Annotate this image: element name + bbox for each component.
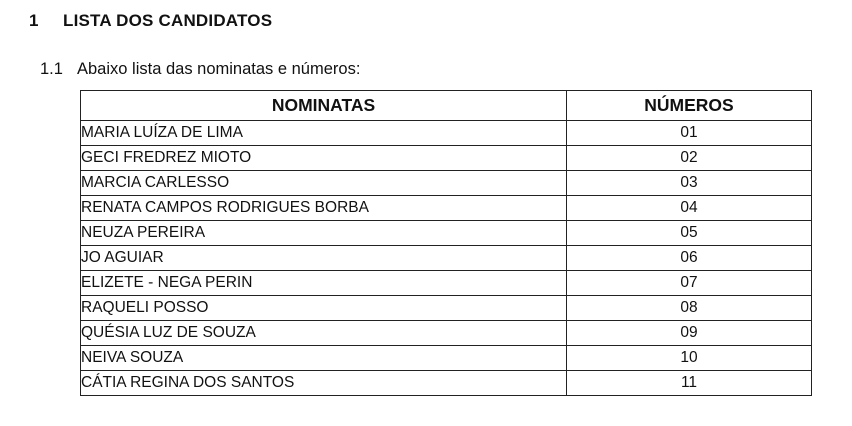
table-row <box>81 196 812 221</box>
table-row <box>81 221 812 246</box>
section-title: LISTA DOS CANDIDATOS <box>63 11 273 30</box>
candidate-name: RENATA CAMPOS RODRIGUES BORBA <box>81 196 567 221</box>
candidate-name: NEUZA PEREIRA <box>81 221 567 246</box>
table-row <box>81 321 812 346</box>
candidate-name: NEIVA SOUZA <box>81 346 567 371</box>
subsection-intro <box>40 60 360 79</box>
candidate-number: 10 <box>567 346 812 371</box>
candidate-name: MARCIA CARLESSO <box>81 171 567 196</box>
candidate-name: JO AGUIAR <box>81 246 567 271</box>
subsection-number: 1.1 <box>40 60 63 78</box>
candidate-number: 01 <box>567 121 812 146</box>
candidate-number: 11 <box>567 371 812 396</box>
candidate-number: 08 <box>567 296 812 321</box>
candidate-name: MARIA LUÍZA DE LIMA <box>81 121 567 146</box>
candidate-number: 02 <box>567 146 812 171</box>
candidate-number: 06 <box>567 246 812 271</box>
candidate-number: 03 <box>567 171 812 196</box>
table-row <box>81 121 812 146</box>
candidates-table <box>80 90 812 396</box>
table-row <box>81 146 812 171</box>
candidate-name: RAQUELI POSSO <box>81 296 567 321</box>
table-row <box>81 371 812 396</box>
header-row <box>81 91 812 121</box>
candidate-name: QUÉSIA LUZ DE SOUZA <box>81 321 567 346</box>
table-row <box>81 271 812 296</box>
header-numeros: NÚMEROS <box>567 91 812 121</box>
header-nominatas: NOMINATAS <box>81 91 567 121</box>
candidate-name: GECI FREDREZ MIOTO <box>81 146 567 171</box>
candidate-number: 09 <box>567 321 812 346</box>
table-row <box>81 296 812 321</box>
table-body <box>81 121 812 396</box>
candidate-number: 04 <box>567 196 812 221</box>
subsection-text: Abaixo lista das nominatas e números: <box>77 60 361 78</box>
candidate-number: 05 <box>567 221 812 246</box>
candidate-name: CÁTIA REGINA DOS SANTOS <box>81 371 567 396</box>
table-row <box>81 346 812 371</box>
table-row <box>81 246 812 271</box>
candidate-name: ELIZETE - NEGA PERIN <box>81 271 567 296</box>
candidate-number: 07 <box>567 271 812 296</box>
section-heading <box>29 11 272 31</box>
section-number: 1 <box>29 11 39 30</box>
table-row <box>81 171 812 196</box>
table-header <box>81 91 812 121</box>
